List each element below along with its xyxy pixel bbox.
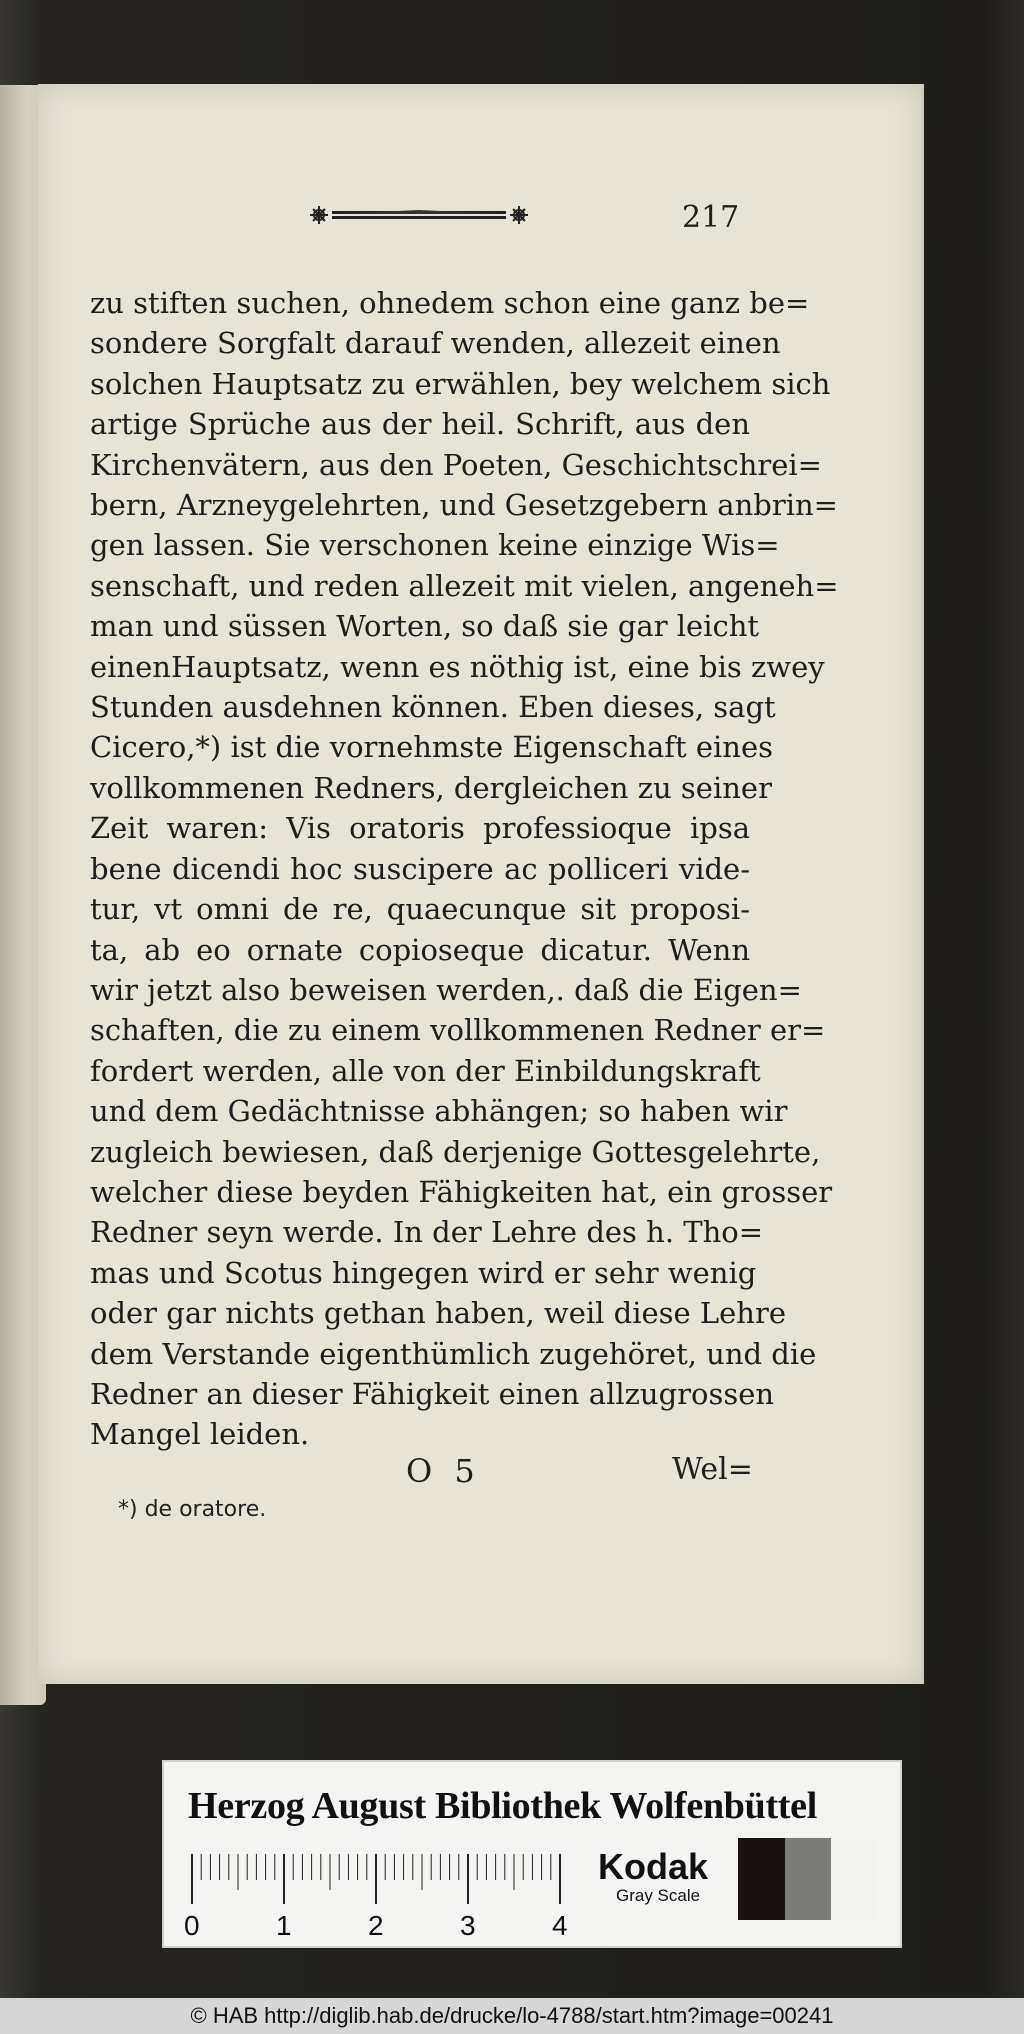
ruler-number: 3 <box>460 1910 476 1941</box>
text-line: und dem Gedächtnisse abhängen; so haben wir <box>90 1094 788 1129</box>
text-line: tur, vt omni de re, quaecunque sit proposi- <box>90 892 750 927</box>
text-line: ta, ab eo ornate copioseque dicatur. Wenn <box>90 932 750 967</box>
ruler-number: 1 <box>276 1910 292 1941</box>
gray-patch <box>831 1838 878 1920</box>
text-line: Zeit waren: Vis oratoris professioque ipsa <box>90 811 750 846</box>
text-line: artige Sprüche aus der heil. Schrift, aus den <box>90 407 750 442</box>
text-line: Stunden ausdehnen können. Eben dieses, sagt <box>90 690 776 725</box>
text-line: oder gar nichts gethan haben, weil diese Lehre <box>90 1296 787 1331</box>
text-line: Kirchenvätern, aus den Poeten, Geschichtschrei= <box>90 447 822 482</box>
text-line: senschaft, und reden allezeit mit vielen, angeneh= <box>90 568 839 603</box>
text-line: sondere Sorgfalt darauf wenden, allezeit einen <box>90 326 781 361</box>
text-line: Redner seyn werde. In der Lehre des h. Tho= <box>90 1215 764 1250</box>
text-line: fordert werden, alle von der Einbildungskraft <box>90 1053 761 1088</box>
gray-scale-patches <box>738 1838 878 1920</box>
text-line: welcher diese beyden Fähigkeiten hat, ein grosser <box>90 1174 833 1209</box>
ruler-number: 0 <box>184 1910 200 1941</box>
text-line: schaften, die zu einem vollkommenen Redner er= <box>90 1013 826 1048</box>
gray-patch <box>785 1838 832 1920</box>
gray-scale-label: Gray Scale <box>616 1886 701 1905</box>
signature-mark: O 5 <box>406 1452 481 1490</box>
page-number: 217 <box>682 200 740 235</box>
text-line: zu stiften suchen, ohnedem schon eine ganz be= <box>90 286 810 320</box>
text-line: man und süssen Worten, so daß sie gar leicht <box>90 609 760 644</box>
kodak-logo: Kodak <box>598 1846 709 1887</box>
text-line: wir jetzt also beweisen werden,. daß die Eigen= <box>90 972 802 1007</box>
ruler-number: 2 <box>368 1910 384 1941</box>
color-calibration-card <box>162 1760 902 1948</box>
ruler-number: 4 <box>552 1910 568 1941</box>
library-name: Herzog August Bibliothek Wolfenbüttel <box>188 1785 817 1827</box>
text-line: Cicero,*) ist die vornehmste Eigenschaft eines <box>90 730 774 765</box>
text-line: gen lassen. Sie verschonen keine einzige Wis= <box>90 528 780 563</box>
text-line: Redner an dieser Fähigkeit einen allzugrossen <box>90 1376 775 1411</box>
text-line: Mangel leiden. <box>90 1417 310 1452</box>
text-line: einenHauptsatz, wenn es nöthig ist, eine bis zwey <box>90 649 825 684</box>
text-line: bern, Arzneygelehrten, und Gesetzgebern anbrin= <box>90 488 838 523</box>
ruler-ticks <box>190 1850 570 1906</box>
gray-patch <box>738 1838 785 1920</box>
body-text <box>90 283 839 1455</box>
text-line: mas und Scotus hingegen wird er sehr wenig <box>90 1255 757 1290</box>
text-line: dem Verstande eigenthümlich zugehöret, und die <box>90 1336 817 1371</box>
ruler <box>184 1850 570 1941</box>
catchword: Wel= <box>672 1452 753 1487</box>
footnote: *) de oratore. <box>118 1497 267 1522</box>
text-line: vollkommenen Redners, dergleichen zu seiner <box>90 770 772 805</box>
footer-credit: © HAB http://diglib.hab.de/drucke/lo-4788/start.htm?image=00241 <box>0 1998 1024 2034</box>
text-line: solchen Hauptsatz zu erwählen, bey welchem sich <box>90 366 831 401</box>
text-line: bene dicendi hoc suscipere ac polliceri vide- <box>90 851 750 886</box>
text-line: zugleich bewiesen, daß derjenige Gottesgelehrte, <box>90 1134 821 1169</box>
header-ornament <box>308 202 530 228</box>
